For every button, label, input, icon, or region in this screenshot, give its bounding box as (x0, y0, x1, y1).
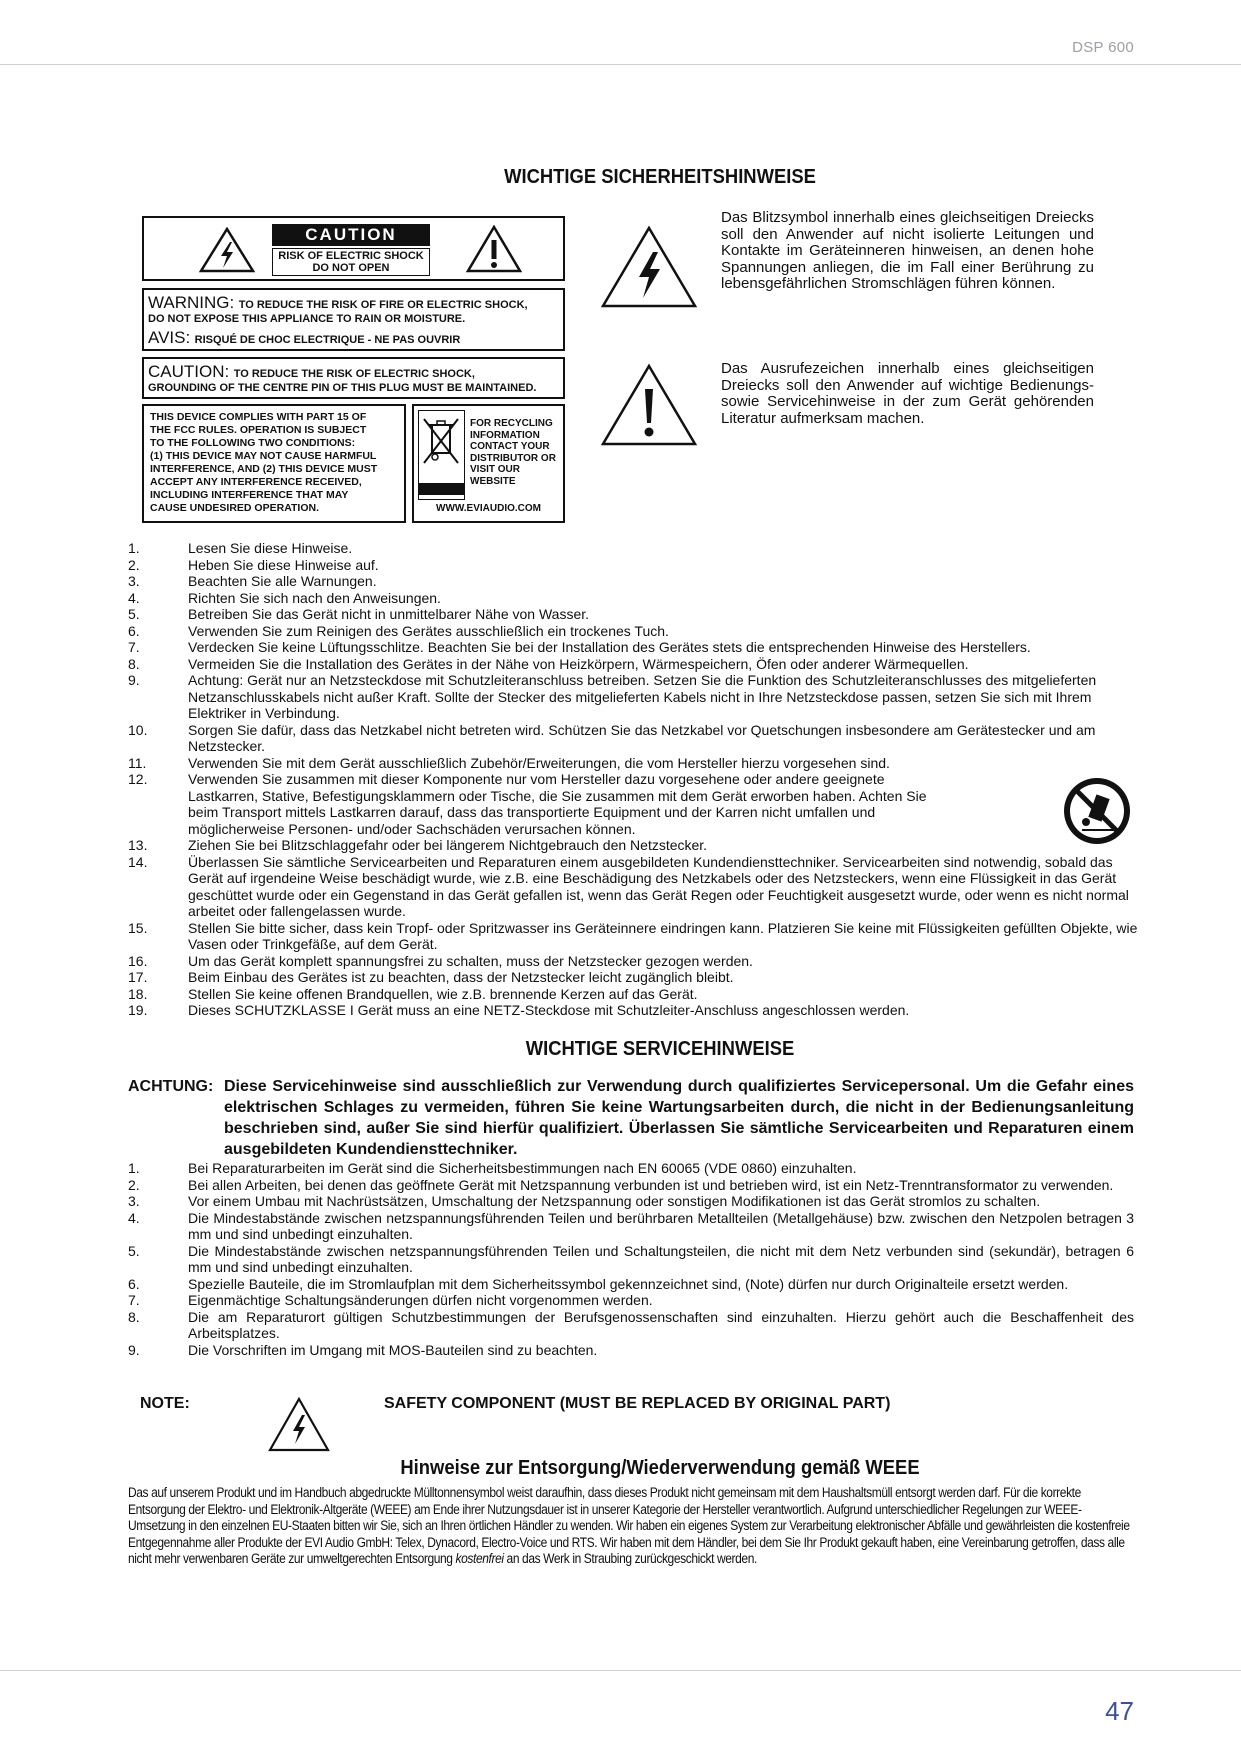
item-number: 2. (128, 556, 140, 573)
list-item (128, 837, 1138, 854)
item-text: Verwenden Sie zusammen mit dieser Komponente nur vom Hersteller dazu vorgesehene oder andere geeignete Lastkarren, Stative, Befestigungsklammern oder Tische, die Sie zusammen mit dem Gerät erworben haben. Achten Sie beim Transport mittels Lastkarren darauf, dass das transportierte Equipment und der Karren nicht umfallen und möglicherweise Personen- und/oder Sachschäden verursachen können. (188, 771, 927, 837)
recycling-line: VISIT OUR WEBSITE (470, 464, 521, 487)
item-number: 3. (128, 573, 140, 589)
achtung-label: ACHTUNG: (128, 1078, 214, 1095)
list-item (128, 1002, 1138, 1019)
caution2-text-2: GROUNDING OF THE CENTRE PIN OF THIS PLUG MUST BE MAINTAINED. (148, 382, 537, 394)
note-label: NOTE: (140, 1395, 190, 1412)
caution-box (142, 216, 565, 281)
item-number: 12. (128, 771, 148, 787)
safety-component-icon (268, 1397, 330, 1453)
list-item (128, 920, 1138, 953)
fcc-line: (1) THIS DEVICE MAY NOT CAUSE HARMFUL (150, 450, 377, 462)
list-item (128, 639, 1138, 656)
recycling-text (470, 418, 563, 487)
item-number: 7. (128, 639, 140, 655)
item-number: 6. (128, 1275, 140, 1292)
list-item (128, 969, 1138, 986)
item-text: Die am Reparaturort gültigen Schutzbestimmungen der Berufsgenossenschaften sind einzuhalten. Hierzu gehört auch die Beschaffenheit des Arbeitsplatzes. (188, 1308, 1134, 1341)
page-number: 47 (1105, 1696, 1134, 1726)
header-divider (0, 64, 1241, 65)
item-number: 1. (128, 1160, 140, 1176)
exclamation-description: Das Ausrufezeichen innerhalb eines gleichseitigen Dreiecks soll den Anwender auf wichtige Bedienungs- sowie Servicehinweise in der zum Gerät gehörenden Literatur aufmerksam machen. (721, 360, 1094, 427)
list-item (128, 755, 1138, 772)
item-number: 3. (128, 1193, 140, 1209)
list-item (128, 1276, 1134, 1293)
fcc-line: THE FCC RULES. OPERATION IS SUBJECT (150, 424, 367, 436)
list-item (128, 1243, 1134, 1276)
warning-word: WARNING: (148, 293, 235, 312)
item-number: 10. (128, 721, 148, 738)
item-text: Überlassen Sie sämtliche Servicearbeiten und Reparaturen einem ausgebildeten Kundendiensttechniker. Servicearbeiten sind notwendig, sobald das Gerät auf irgendeine Weise beschädigt wurde, wie z.B. eine Beschädigung des Netzkabels oder des Netzsteckers, wenn eine Flüssigkeit in das Gerät geschüttet wurde oder ein Gegenstand in das Gerät gefallen ist, wenn das Gerät Regen oder Feuchtigkeit ausgesetzt wurde, oder wenn es nicht normal arbeitet oder fallengelassen wurde. (188, 853, 1129, 919)
item-text: Beachten Sie alle Warnungen. (188, 573, 377, 589)
safety-list (128, 540, 1138, 1019)
fcc-line: THIS DEVICE COMPLIES WITH PART 15 OF (150, 411, 367, 423)
recycling-icon-frame (418, 410, 465, 500)
recycling-line: INFORMATION (470, 429, 540, 441)
item-number: 4. (128, 589, 140, 606)
item-number: 5. (128, 1242, 140, 1259)
item-text: Vor einem Umbau mit Nachrüstsätzen, Umschaltung der Netzspannung oder sonstigen Modifikationen ist das Gerät stromlos zu schalten. (188, 1193, 1041, 1209)
service-list (128, 1160, 1134, 1358)
list-item (128, 953, 1138, 970)
achtung-block (128, 1076, 1134, 1158)
list-item (128, 557, 1138, 574)
item-number: 19. (128, 1002, 148, 1018)
caution-word: CAUTION (272, 224, 430, 246)
list-item (128, 854, 1138, 920)
warning-box (142, 288, 565, 351)
item-number: 9. (128, 1341, 140, 1358)
crossed-bin-icon (421, 415, 461, 467)
note-text: SAFETY COMPONENT (MUST BE REPLACED BY ORIGINAL PART) (384, 1395, 891, 1412)
avis-text: RISQUÉ DE CHOC ELECTRIQUE - NE PAS OUVRIR (194, 334, 461, 346)
item-number: 8. (128, 1308, 140, 1325)
item-number: 14. (128, 853, 148, 870)
item-text: Heben Sie diese Hinweise auf. (188, 556, 379, 573)
item-number: 6. (128, 622, 140, 639)
caution-sub-line-1: RISK OF ELECTRIC SHOCK (278, 250, 424, 262)
list-item (128, 1309, 1134, 1342)
item-text: Verwenden Sie zum Reinigen des Gerätes ausschließlich ein trockenes Tuch. (188, 622, 669, 639)
item-text: Spezielle Bauteile, die im Stromlaufplan mit dem Sicherheitssymbol gekennzeichnet sind, (Note) dürfen nur durch Originalteile ersetzt werden. (188, 1275, 1069, 1292)
item-text: Die Vorschriften im Umgang mit MOS-Bauteilen sind zu beachten. (188, 1341, 598, 1358)
caution-sub-line-2: DO NOT OPEN (312, 262, 390, 274)
item-text: Betreiben Sie das Gerät nicht in unmittelbarer Nähe von Wasser. (188, 606, 590, 622)
item-text: Um das Gerät komplett spannungsfrei zu schalten, muss der Netzstecker gezogen werden. (188, 952, 753, 969)
item-number: 8. (128, 655, 140, 672)
recycling-line: CONTACT YOUR (470, 441, 550, 452)
item-number: 9. (128, 672, 140, 688)
recycling-line: FOR RECYCLING (470, 418, 553, 429)
lightning-triangle-icon (199, 227, 255, 273)
list-item (128, 1210, 1134, 1243)
list-item (128, 1292, 1134, 1309)
item-number: 1. (128, 540, 140, 556)
footer-divider (0, 1670, 1241, 1671)
weee-title: Hinweise zur Entsorgung/Wiederverwendung gemäß WEEE (400, 1457, 920, 1479)
list-item (128, 1160, 1134, 1177)
item-text: Sorgen Sie dafür, dass das Netzkabel nicht betreten wird. Schützen Sie das Netzkabel vor Quetschungen insbesondere am Gerätestecker und am Netzstecker. (188, 721, 1096, 754)
list-item (128, 1193, 1134, 1210)
item-text: Dieses SCHUTZKLASSE I Gerät muss an eine NETZ-Steckdose mit Schutzleiter-Anschluss angeschlossen werden. (188, 1002, 910, 1018)
model-name: DSP 600 (1072, 39, 1134, 56)
fcc-line: CAUSE UNDESIRED OPERATION. (150, 502, 319, 514)
fcc-line: ACCEPT ANY INTERFERENCE RECEIVED, (150, 476, 362, 488)
list-item (128, 590, 1138, 607)
warning-text-1: TO REDUCE THE RISK OF FIRE OR ELECTRIC SHOCK, (238, 299, 528, 311)
item-number: 15. (128, 919, 148, 936)
list-item (128, 986, 1138, 1003)
item-number: 7. (128, 1292, 140, 1308)
item-text: Bei Reparaturarbeiten im Gerät sind die Sicherheitsbestimmungen nach EN 60065 (VDE 0860) einzuhalten. (188, 1160, 857, 1176)
caution2-text-1: TO REDUCE THE RISK OF ELECTRIC SHOCK, (233, 368, 475, 380)
item-text: Die Mindestabstände zwischen netzspannungsführenden Teilen und Schaltungsteilen, die nicht mit dem Netz verbunden sind (sekundär), betragen 6 mm und sind unbedingt einzuhalten. (188, 1242, 1134, 1275)
list-item (128, 672, 1138, 722)
item-text: Eigenmächtige Schaltungsänderungen dürfen nicht vorgenommen werden. (188, 1292, 653, 1308)
item-number: 18. (128, 985, 148, 1002)
fcc-line: INTERFERENCE, AND (2) THIS DEVICE MUST (150, 463, 378, 475)
recycling-box (412, 404, 565, 523)
list-item (128, 623, 1138, 640)
list-item (128, 656, 1138, 673)
list-item (128, 1342, 1134, 1359)
weee-text-end: an das Werk in Straubing zurückgeschickt werden. (503, 1551, 757, 1566)
item-text: Verwenden Sie mit dem Gerät ausschließlich Zubehör/Erweiterungen, die vom Hersteller hierzu vorgesehen sind. (188, 754, 890, 771)
caution-plug-box (142, 357, 565, 399)
item-number: 17. (128, 969, 148, 985)
list-item (128, 771, 1138, 837)
achtung-text: Diese Servicehinweise sind ausschließlich zur Verwendung durch qualifiziertes Servicepersonal. Um die Gefahr eines elektrischen Schlages zu vermeiden, führen Sie keine Wartungsarbeiten durch, die nicht in der Bedienungsanleitung beschrieben sind, außer Sie sind hierfür qualifiziert. Überlassen Sie sämtliche Servicearbeiten und Reparaturen einem ausgebildeten Kundendiensttechniker. (224, 1078, 1134, 1158)
recycling-bar (419, 483, 464, 495)
item-number: 2. (128, 1176, 140, 1193)
item-number: 11. (128, 754, 147, 771)
item-text: Bei allen Arbeiten, bei denen das geöffnete Gerät mit Netzspannung verbunden ist und betrieben wird, ist ein Netz-Trenntransformator zu verwenden. (188, 1176, 1114, 1193)
website-text: WWW.EVIAUDIO.COM (436, 503, 541, 514)
item-text: Die Mindestabstände zwischen netzspannungsführenden Teilen und berührbaren Metallteilen (Metallgehäuse) bzw. zwischen den Netzpolen betragen 3 mm und sind unbedingt einzuhalten. (188, 1209, 1134, 1242)
item-number: 4. (128, 1209, 140, 1226)
item-text: Richten Sie sich nach den Anweisungen. (188, 589, 441, 606)
list-item (128, 722, 1138, 755)
item-text: Beim Einbau des Gerätes ist zu beachten, dass der Netzstecker leicht zugänglich bleibt. (188, 969, 734, 985)
lightning-symbol-icon (600, 225, 698, 309)
fcc-box (142, 404, 406, 523)
item-text: Ziehen Sie bei Blitzschlaggefahr oder bei längerem Nichtgebrauch den Netzstecker. (188, 837, 708, 853)
item-text: Stellen Sie keine offenen Brandquellen, wie z.B. brennende Kerzen auf das Gerät. (188, 985, 698, 1002)
item-text: Achtung: Gerät nur an Netzsteckdose mit Schutzleiteranschluss betreiben. Setzen Sie die Funktion des Schutzleiteranschlusses des mitgelieferten Netzanschlusskabels nicht außer Kraft. Sollte der Stecker des mitgelieferten Kabels nicht in Ihre Netzsteckdose passen, setzen Sie sich mit Ihrem Elektriker in Verbindung. (188, 672, 1097, 721)
weee-italic: kostenfrei (455, 1551, 504, 1566)
caution-subtext (272, 248, 430, 276)
warning-text-2: DO NOT EXPOSE THIS APPLIANCE TO RAIN OR MOISTURE. (148, 313, 466, 325)
cart-tip-over-icon (1062, 776, 1132, 846)
service-title: WICHTIGE SERVICEHINWEISE (525, 1038, 795, 1060)
item-text: Stellen Sie bitte sicher, dass kein Tropf- oder Spritzwasser ins Geräteinnere eindringen kann. Platzieren Sie keine mit Flüssigkeiten gefüllten Objekte, wie Vasen oder Trinkgefäße, auf dem Gerät. (188, 919, 1138, 952)
item-text: Vermeiden Sie die Installation des Gerätes in der Nähe von Heizkörpern, Wärmespeichern, Öfen oder anderer Wärmequellen. (188, 655, 969, 672)
list-item (128, 1177, 1134, 1194)
lightning-description: Das Blitzsymbol innerhalb eines gleichseitigen Dreiecks soll den Anwender auf nicht isolierte Leitungen und Kontakte im Geräteinneren hinweisen, an denen hohe Spannungen anliegen, die im Fall einer Berührung zu lebensgefährlichen Stromschlägen führen können. (721, 209, 1094, 292)
weee-body (128, 1485, 1138, 1568)
list-item (128, 606, 1138, 623)
fcc-line: INCLUDING INTERFERENCE THAT MAY (150, 489, 349, 501)
item-text: Lesen Sie diese Hinweise. (188, 540, 353, 556)
item-number: 5. (128, 606, 140, 622)
weee-text: Das auf unserem Produkt und im Handbuch abgedruckte Mülltonnensymbol weist daraufhin, dass dieses Produkt nicht gemeinsam mit dem Haushaltsmüll entsorgt werden darf. Für die korrekte Entsorgung der Elektro- und Elektronik-Altgeräte (WEEE) am Ende ihrer Nutzungsdauer ist in unserer Kategorie der Hersteller verantwortlich. Aufgrund unterschiedlicher Regelungen zur WEEE-Umsetzung in den einzelnen EU-Staaten bitten wir Sie, sich an Ihren örtlichen Händler zu wenden. Wir haben ein eigenes System zur Verarbeitung elektronischer Abfälle und gewährleisten die kostenfreie Entgegennahme aller Produkte der EVI Audio GmbH: Telex, Dynacord, Electro-Voice und RTS. Wir haben mit dem Händler, bei dem Sie Ihr Produkt gekauft haben, eine Vereinbarung getroffen, dass alle nicht mehr verwenbaren Geräte zur umweltgerechten Entsorgung (128, 1485, 1130, 1566)
exclamation-triangle-icon (466, 225, 522, 273)
avis-word: AVIS: (148, 328, 191, 347)
safety-title: WICHTIGE SICHERHEITSHINWEISE (504, 166, 816, 188)
list-item (128, 540, 1138, 557)
fcc-line: TO THE FOLLOWING TWO CONDITIONS: (150, 437, 356, 449)
item-text: Verdecken Sie keine Lüftungsschlitze. Beachten Sie bei der Installation des Gerätes stets die entsprechenden Hinweise des Herstellers. (188, 639, 1031, 655)
item-number: 16. (128, 952, 148, 969)
recycling-line: DISTRIBUTOR OR (470, 452, 556, 464)
caution2-word: CAUTION: (148, 362, 230, 381)
list-item (128, 573, 1138, 590)
exclamation-symbol-icon (600, 363, 698, 447)
item-number: 13. (128, 837, 148, 853)
